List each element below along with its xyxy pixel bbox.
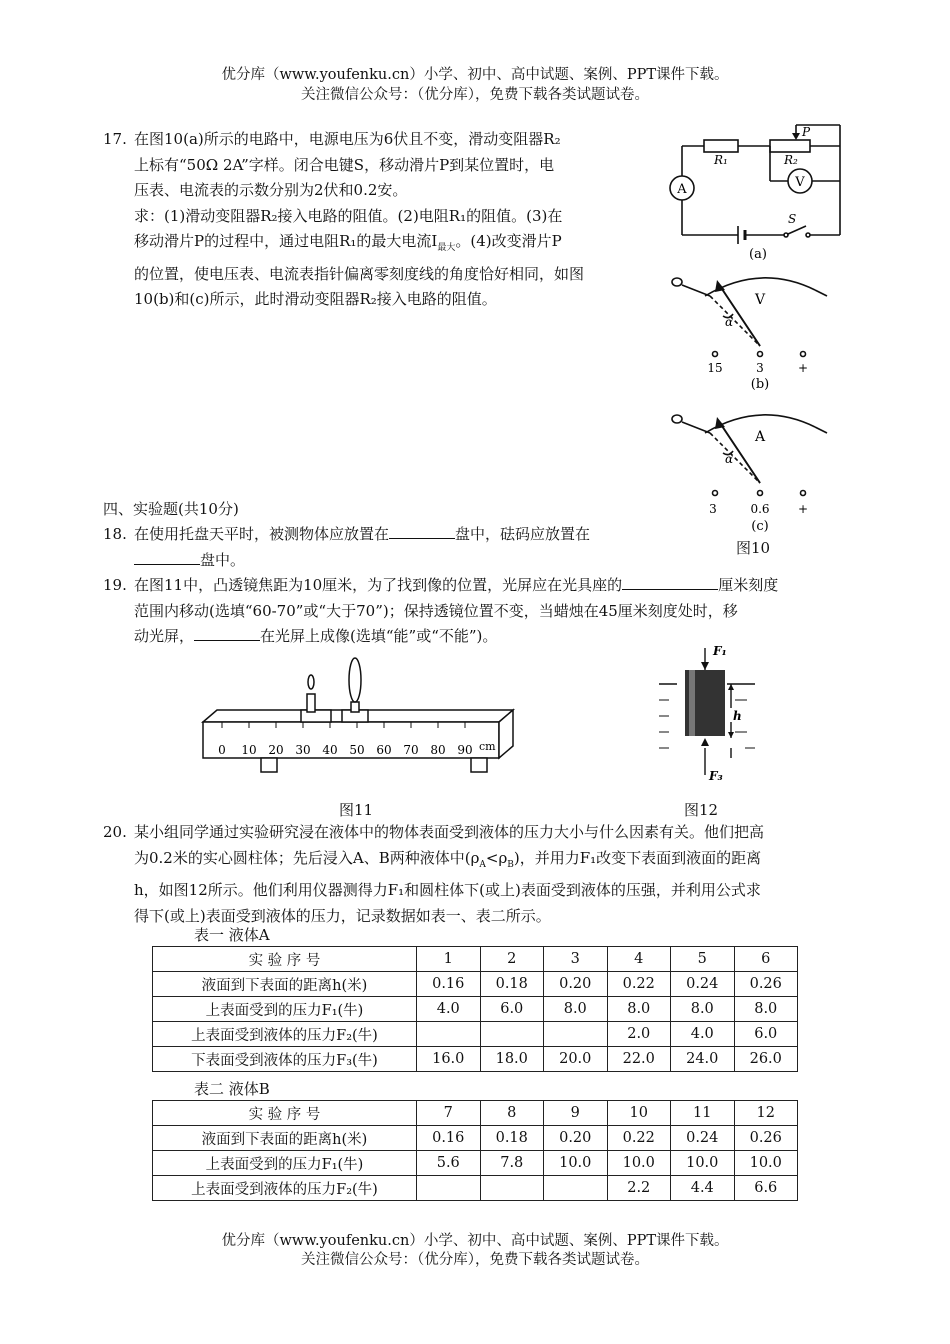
q17-number: 17. (103, 130, 127, 148)
table-cell: 10.0 (671, 1151, 735, 1176)
q19-blank-1[interactable] (622, 575, 718, 590)
row-label: 液面到下表面的距离h(米) (153, 1126, 417, 1151)
tick-0: 0 (218, 743, 226, 757)
row-label: 上表面受到的压力F₁(牛) (153, 997, 417, 1022)
table-cell: 6 (734, 947, 798, 972)
unit-cm: cm (479, 740, 496, 753)
table-cell: 10.0 (544, 1151, 608, 1176)
svg-text:(c): (c) (751, 519, 769, 534)
header-line-1: 优分库（www.youfenku.cn）小学、初中、高中试题、案例、PPT课件下载。 (221, 67, 729, 83)
svg-text:α: α (725, 315, 734, 329)
table-cell: 8.0 (671, 997, 735, 1022)
table-cell: 0.16 (417, 1126, 481, 1151)
table-cell: 0.16 (417, 972, 481, 997)
figure-10-caption: 图10 (736, 539, 771, 557)
svg-text:α: α (725, 452, 734, 466)
table-cell: 20.0 (544, 1047, 608, 1072)
svg-text:R₁: R₁ (714, 153, 728, 167)
svg-text:R₂: R₂ (784, 153, 798, 167)
table-cell: 0.18 (480, 972, 544, 997)
svg-text:h: h (733, 709, 742, 723)
table2-title: 表二 液体B (194, 1080, 270, 1098)
row-label: 液面到下表面的距离h(米) (153, 972, 417, 997)
tick-60: 60 (376, 743, 392, 757)
table-row (153, 1176, 798, 1201)
table-cell: 8 (480, 1101, 544, 1126)
table-cell: 6.6 (734, 1176, 798, 1201)
figure-10c-ammeter (665, 405, 840, 535)
table-cell (417, 1176, 481, 1201)
table-cell: 9 (544, 1101, 608, 1126)
table-cell (544, 1176, 608, 1201)
table-cell: 10.0 (607, 1151, 671, 1176)
table-row (153, 947, 798, 972)
q18-blank-1[interactable] (389, 524, 455, 539)
table-cell (544, 1022, 608, 1047)
section-4-title: 四、实验题(共10分) (103, 500, 239, 518)
table-cell: 0.24 (671, 1126, 735, 1151)
table-cell: 10 (607, 1101, 671, 1126)
q20-text: 某小组同学通过实验研究浸在液体中的物体表面受到液体的压力大小与什么因素有关。他们把高 为0.2米的实心圆柱体；先后浸入A、B两种液体中$(\rho_A<\rho_B)$，并用力F₁改变下表面到液面的距离 h，如图12所示。他们利用仪器测得力F₁和圆柱体下(或上)表面受到液体的压强，并利用公式求 得下(或上)表面受到液体的压力，记录数据如表一、表二所示。 (134, 823, 765, 925)
table-cell: 22.0 (607, 1047, 671, 1072)
table-cell: 12 (734, 1101, 798, 1126)
table-row (153, 1151, 798, 1176)
table-cell: 0.22 (607, 1126, 671, 1151)
b-term-2: + (797, 361, 809, 375)
table-cell: 8.0 (607, 997, 671, 1022)
tick-10: 10 (241, 743, 257, 757)
row-label: 实 验 序 号 (153, 1101, 417, 1126)
table-cell: 8.0 (734, 997, 798, 1022)
table-cell: 0.22 (607, 972, 671, 997)
table-row (153, 1022, 798, 1047)
table-cell (480, 1176, 544, 1201)
table-cell: 24.0 (671, 1047, 735, 1072)
q18-text: 在使用托盘天平时，被测物体应放置在 盘中，砝码应放置在 盘中。 (134, 525, 591, 569)
figure-12-cylinder (655, 640, 765, 790)
table-cell: 11 (671, 1101, 735, 1126)
table1-title: 表一 液体A (194, 926, 270, 944)
footer-line-1: 优分库（www.youfenku.cn）小学、初中、高中试题、案例、PPT课件下载。 (221, 1233, 729, 1249)
figure-11-caption: 图11 (339, 801, 374, 819)
table-row (153, 1126, 798, 1151)
row-label: 上表面受到液体的压力F₂(牛) (153, 1176, 417, 1201)
q18-number: 18. (103, 525, 127, 543)
c-term-2: + (797, 502, 809, 516)
table2 (152, 1100, 798, 1201)
svg-text:(b): (b) (750, 377, 770, 392)
tick-40: 40 (322, 743, 338, 757)
table-cell: 7.8 (480, 1151, 544, 1176)
table-cell: 0.20 (544, 972, 608, 997)
table-cell: 0.18 (480, 1126, 544, 1151)
svg-text:A: A (677, 182, 687, 197)
table-cell: 6.0 (734, 1022, 798, 1047)
table-cell: 2.0 (607, 1022, 671, 1047)
resistor-r1 (704, 140, 738, 152)
q17-text: 在图10(a)所示的电路中，电源电压为6伏且不变，滑动变阻器R₂ 上标有“50Ω 2A”字样。闭合电键S，移动滑片P到某位置时，电 压表、电流表的示数分别为2伏和0.2安。 求：(1)滑动变阻器R₂接入电路的阻值。(2)电阻R₁的阻值。(3)在 移动滑片P的过程中，通过电阻R₁的最大电流$I_{最大}$。(4)改变滑片P 的位置，使电压表、电流表指针偏离零刻度线的角度恰好相同，如图 10(b)和(c)所示，此时滑动变阻器R₂接入电路的阻值。 (134, 130, 585, 308)
table-cell: 2 (480, 947, 544, 972)
tick-30: 30 (295, 743, 311, 757)
row-label: 上表面受到的压力F₁(牛) (153, 1151, 417, 1176)
table-cell: 4.4 (671, 1176, 735, 1201)
table-cell: 26.0 (734, 1047, 798, 1072)
table-cell: 4.0 (417, 997, 481, 1022)
svg-text:F₃: F₃ (709, 769, 723, 783)
table-cell: 3 (544, 947, 608, 972)
table-cell: 2.2 (607, 1176, 671, 1201)
row-label: 实 验 序 号 (153, 947, 417, 972)
tick-20: 20 (268, 743, 284, 757)
figure-10b-voltmeter (665, 268, 840, 393)
table-cell: 5 (671, 947, 735, 972)
c-term-0: 3 (709, 502, 717, 516)
q19-text: 在图11中，凸透镜焦距为10厘米，为了找到像的位置，光屏应在光具座的 厘米刻度 范围内移动(选填“60-70”或“大于70”)；保持透镜位置不变，当蜡烛在45厘米刻度处时，移 动光屏， 在光屏上成像(选填“能”或“不能”)。 (134, 576, 779, 645)
q20-number: 20. (103, 823, 127, 841)
resistor-r2 (770, 140, 810, 152)
figure-11-optical-bench (195, 650, 520, 785)
table-cell: 1 (417, 947, 481, 972)
b-term-1: 3 (756, 361, 764, 375)
row-label: 下表面受到液体的压力F₃(牛) (153, 1047, 417, 1072)
table-cell: 5.6 (417, 1151, 481, 1176)
footer-line-2: 关注微信公众号：（优分库），免费下载各类试题试卷。 (301, 1252, 649, 1268)
table-cell: 18.0 (480, 1047, 544, 1072)
table1 (152, 946, 798, 1072)
table-cell: 7 (417, 1101, 481, 1126)
row-label: 上表面受到液体的压力F₂(牛) (153, 1022, 417, 1047)
table-cell: 8.0 (544, 997, 608, 1022)
svg-text:S: S (788, 212, 797, 226)
tick-90: 90 (457, 743, 473, 757)
table-cell (480, 1022, 544, 1047)
q18-blank-2[interactable] (134, 550, 200, 565)
svg-text:V: V (754, 292, 766, 308)
table-cell: 10.0 (734, 1151, 798, 1176)
figure-12-caption: 图12 (684, 801, 719, 819)
table-row (153, 1101, 798, 1126)
table-cell: 0.24 (671, 972, 735, 997)
table-row (153, 1047, 798, 1072)
table-cell: 0.26 (734, 972, 798, 997)
c-term-1: 0.6 (750, 502, 770, 516)
b-term-0: 15 (707, 361, 723, 375)
svg-text:P: P (802, 125, 811, 139)
svg-text:V: V (795, 175, 805, 190)
tick-80: 80 (430, 743, 446, 757)
table-cell (417, 1022, 481, 1047)
table-cell: 0.26 (734, 1126, 798, 1151)
table-row (153, 997, 798, 1022)
table-cell: 0.20 (544, 1126, 608, 1151)
figure-10a-circuit (660, 118, 860, 266)
table-row (153, 972, 798, 997)
table-cell: 4 (607, 947, 671, 972)
table-cell: 4.0 (671, 1022, 735, 1047)
table-cell: 16.0 (417, 1047, 481, 1072)
svg-text:A: A (754, 429, 766, 445)
header-line-2: 关注微信公众号：（优分库），免费下载各类试题试卷。 (301, 87, 649, 103)
q19-blank-2[interactable] (194, 626, 260, 641)
svg-text:F₁: F₁ (713, 644, 727, 658)
table-cell: 6.0 (480, 997, 544, 1022)
svg-text:(a): (a) (749, 247, 767, 262)
tick-50: 50 (349, 743, 365, 757)
tick-70: 70 (403, 743, 419, 757)
q19-number: 19. (103, 576, 127, 594)
